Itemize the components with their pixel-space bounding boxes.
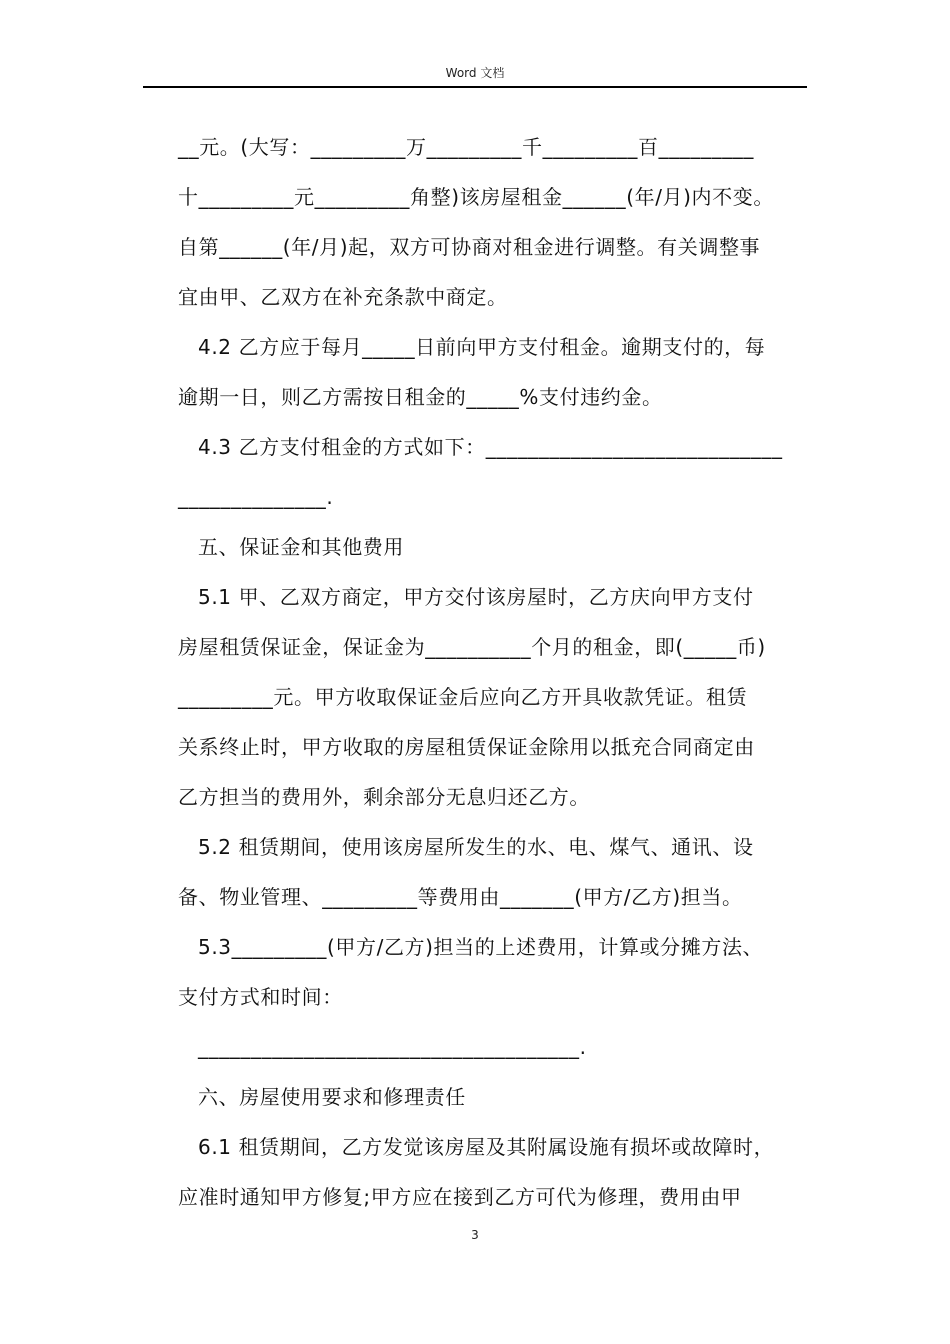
clause-4-3: 4.3 乙方支付租金的方式如下：____________________________ — [198, 435, 783, 459]
text-line: 宜由甲、乙双方在补充条款中商定。 — [178, 285, 508, 309]
page-header: Word 文档 — [445, 66, 505, 80]
text-line: 自第______(年/月)起，双方可协商对租金进行调整。有关调整事 — [178, 235, 761, 259]
text-line: 关系终止时，甲方收取的房屋租赁保证金除用以抵充合同商定由 — [178, 735, 755, 759]
clause-5-2: 5.2 租赁期间，使用该房屋所发生的水、电、煤气、通讯、设 — [198, 835, 754, 859]
page-number: 3 — [471, 1228, 479, 1242]
text-line: 应准时通知甲方修复;甲方应在接到乙方可代为修理，费用由甲 — [178, 1185, 742, 1209]
document-body — [178, 122, 818, 1222]
text-line: 房屋租赁保证金，保证金为__________个月的租金，即(_____币) — [178, 635, 766, 659]
text-line: 备、物业管理、_________等费用由_______(甲方/乙方)担当。 — [178, 885, 743, 909]
clause-6-1: 6.1 租赁期间，乙方发觉该房屋及其附属设施有损坏或故障时， — [198, 1135, 775, 1159]
text-line: 十_________元_________角整)该房屋租金______(年/月)内不变。 — [178, 185, 774, 209]
text-line: __元。(大写：_________万_________千_________百_________ — [178, 135, 755, 159]
clause-5-1: 5.1 甲、乙双方商定，甲方交付该房屋时，乙方庆向甲方支付 — [198, 585, 754, 609]
header-divider — [143, 86, 807, 88]
text-line: 逾期一日，则乙方需按日租金的_____%支付违约金。 — [178, 385, 663, 409]
text-line: 支付方式和时间： — [178, 985, 343, 1009]
clause-5-3: 5.3_________(甲方/乙方)担当的上述费用，计算或分摊方法、 — [198, 935, 764, 959]
section-heading-6: 六、房屋使用要求和修理责任 — [198, 1085, 466, 1109]
clause-4-2: 4.2 乙方应于每月_____日前向甲方支付租金。逾期支付的，每 — [198, 335, 766, 359]
text-line: ______________. — [178, 485, 334, 509]
text-line: ____________________________________. — [198, 1035, 587, 1059]
text-line: _________元。甲方收取保证金后应向乙方开具收款凭证。租赁 — [178, 685, 748, 709]
section-heading-5: 五、保证金和其他费用 — [198, 535, 404, 559]
text-line: 乙方担当的费用外，剩余部分无息归还乙方。 — [178, 785, 590, 809]
